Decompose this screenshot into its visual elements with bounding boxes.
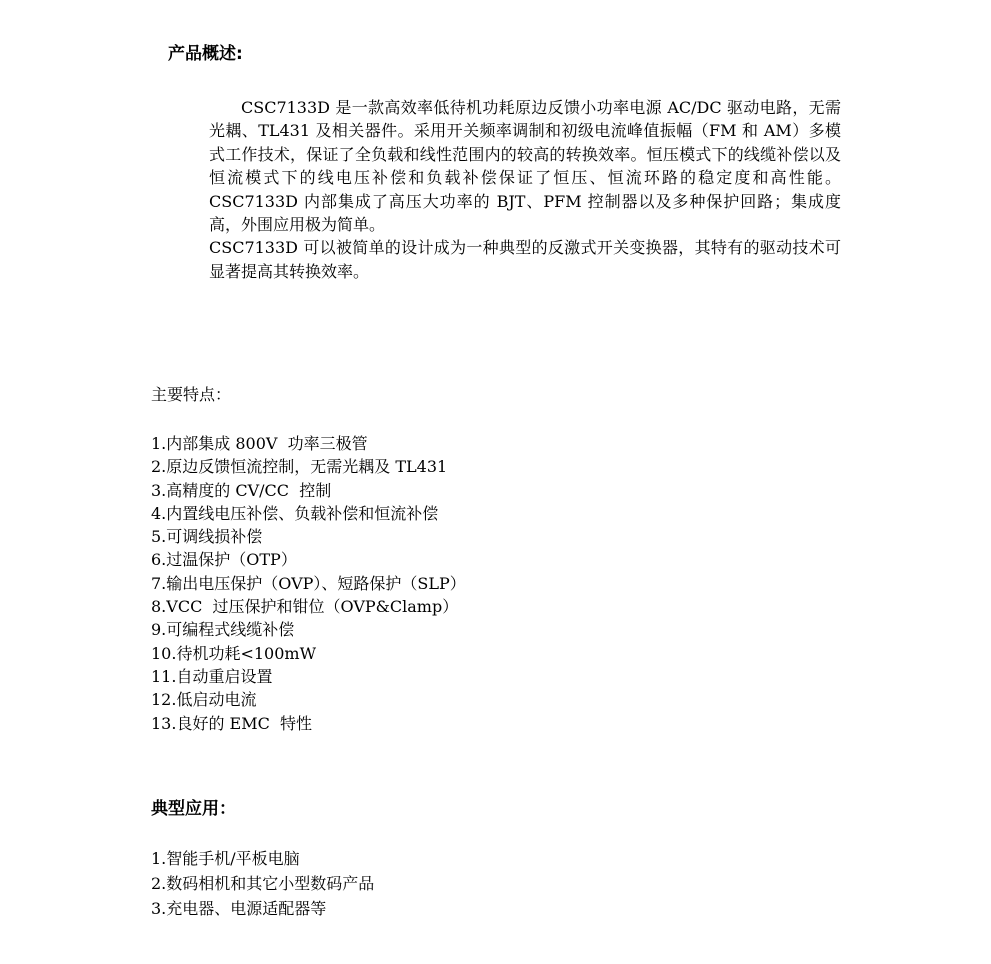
features-list	[151, 432, 466, 735]
feature-item: 6.过温保护（OTP）	[151, 550, 297, 570]
overview-paragraph-2: CSC7133D 可以被简单的设计成为一种典型的反激式开关变换器，其特有的驱动技术可显著提高其转换效率。	[209, 238, 841, 281]
feature-item: 4.内置线电压补偿、负载补偿和恒流补偿	[151, 503, 439, 523]
feature-item: 5.可调线损补偿	[151, 527, 263, 547]
application-item: 1.智能手机/平板电脑	[151, 849, 300, 868]
overview-title: 产品概述:	[168, 44, 243, 64]
features-heading: 主要特点：	[151, 385, 232, 404]
feature-item: 3.高精度的 CV/CC 控制	[151, 480, 332, 500]
feature-item: 12.低启动电流	[151, 690, 257, 710]
application-item: 3.充电器、电源适配器等	[151, 899, 327, 918]
feature-item: 8.VCC 过压保护和钳位（OVP&Clamp）	[151, 597, 459, 617]
overview-body	[209, 96, 841, 283]
feature-item: 7.输出电压保护（OVP）、短路保护（SLP）	[151, 573, 466, 593]
application-item: 2.数码相机和其它小型数码产品	[151, 874, 375, 893]
feature-item: 2.原边反馈恒流控制，无需光耦及 TL431	[151, 457, 448, 477]
feature-item: 10.待机功耗<100mW	[151, 643, 317, 663]
applications-list	[151, 846, 374, 921]
feature-item: 11.自动重启设置	[151, 666, 273, 686]
feature-item: 13.良好的 EMC 特性	[151, 713, 313, 733]
applications-title: 典型应用：	[151, 799, 236, 819]
overview-paragraph-1: CSC7133D 是一款高效率低待机功耗原边反馈小功率电源 AC/DC 驱动电路，无需光耦、TL431 及相关器件。采用开关频率调制和初级电流峰值振幅（FM 和 AM）多模式工作技术，保证了全负载和线性范围内的较高的转换效率。恒压模式下的线缆补偿以及恒流模式下的线电压补偿和负载补偿保证了恒压、恒流环路的稳定度和高性能。CSC7133D 内部集成了高压大功率的 BJT、PFM 控制器以及多种保护回路；集成度高，外围应用极为简单。	[209, 98, 841, 235]
feature-item: 1.内部集成 800V 功率三极管	[151, 434, 368, 453]
feature-item: 9.可编程式线缆补偿	[151, 620, 295, 640]
